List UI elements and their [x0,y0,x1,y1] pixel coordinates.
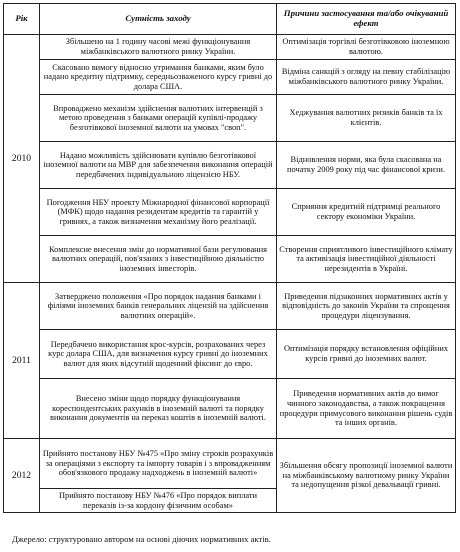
reason-cell: Відміна санкцій з огляду на певну стабілізацію міжбанківського валютного ринку України. [277,60,456,95]
measure-cell: Затверджено положення «Про порядок надання банками і філіями іноземних банків генеральних ліцензій на здійснення валютних операцій». [40,283,277,330]
table-row [4,95,456,142]
table-row [4,379,456,439]
table-row [4,35,456,60]
table-row [4,60,456,95]
source-note: Джерело: структуровано автором на основі діючих нормативних актів. [12,534,271,544]
reason-cell: Приведення нормативних актів до вимог чинного законодавства, а також покращення процедури примусового виконання рішень судів та інших органів. [277,379,456,439]
reason-cell: Приведення підзаконних нормативних актів у відповідність до законів України та спрощення процедури ліцензування. [277,283,456,330]
measure-cell: Прийнято постанову НБУ №476 «Про порядок виплати переказів із-за кордону фізичним особам» [40,489,277,513]
measure-cell: Комплексне внесення змін до нормативної бази регулювання валютних операцій, пов'язаних з інвестиційною діяльністю іноземних інвесторів. [40,236,277,283]
measure-cell: Збільшено на 1 годину часові межі функціонування міжбанківського валютного ринку України. [40,35,277,60]
table-row [4,236,456,283]
reason-cell: Оптимізація порядку встановлення офіційних курсів гривні до іноземних валют. [277,330,456,379]
table-row [4,283,456,330]
year-cell-2012: 2012 [4,439,40,513]
measure-cell: Надано можливість здійснювати купівлю безготівкової іноземної валюти на МВР для забезпечення виконання операцій передбачених індивідуальною ліцензією НБУ. [40,142,277,189]
reason-cell: Оптимізація торгівлі безготівковою іноземною валютою. [277,35,456,60]
table-header-row [4,4,456,35]
measure-cell: Передбачено використання крос-курсів, розрахованих через курс долара США, для визначення курсу гривні до іноземних валют для яких відсутній щоденний фіксинг до євро. [40,330,277,379]
measure-cell: Погодження НБУ проекту Міжнародної фінансової корпорації (МФК) щодо надання резидентам кредитів та гарантій у гривнях, а також визначення механізму його реалізації. [40,189,277,236]
reason-cell: Хеджування валютних ризиків банків та їх клієнтів. [277,95,456,142]
table-row [4,142,456,189]
measure-cell: Внесено зміни щодо порядку функціонування кореспондентських рахунків в іноземній валюті та порядку виконання документів на переказ коштів в іноземній валюті. [40,379,277,439]
year-cell-2010: 2010 [4,35,40,283]
header-measure-essence: Сутність заходу [40,4,277,35]
reason-cell: Створення сприятливого інвестиційного клімату та активізація інвестиційної діяльності нерезидентів в Україні. [277,236,456,283]
reason-cell: Сприяння кредитній підтримці реального сектору економіки України. [277,189,456,236]
reason-cell: Відновлення норми, яка була скасована на початку 2009 року під час фінансової кризи. [277,142,456,189]
measure-cell: Прийнято постанову НБУ №475 «Про зміну строків розрахунків за операціями з експорту та імпорту товарів і з впровадженням обов'язкового продажу надходжень в іноземній валюті» [40,439,277,489]
header-year: Рік [4,4,40,35]
table-row [4,189,456,236]
table-row [4,439,456,489]
measure-cell: Скасовано вимогу відносно утримання банками, яким було надано кредитну підтримку, середньозваженого курсу гривні до долара США. [40,60,277,95]
year-cell-2011: 2011 [4,283,40,439]
table-row [4,330,456,379]
reason-cell: Збільшення обсягу пропозиції іноземної валюти на міжбанківському валютному ринку України та недопущення різкої девальвації гривні. [277,439,456,513]
header-reasons-effect: Причини застосування та/або очікуваний ефект [277,4,456,35]
measures-table [3,3,456,513]
measure-cell: Впроваджено механізм здійснення валютних інтервенцій з метою проведення з банками операцій купівлі-продажу безготівкової іноземної валюти на умовах "своп". [40,95,277,142]
